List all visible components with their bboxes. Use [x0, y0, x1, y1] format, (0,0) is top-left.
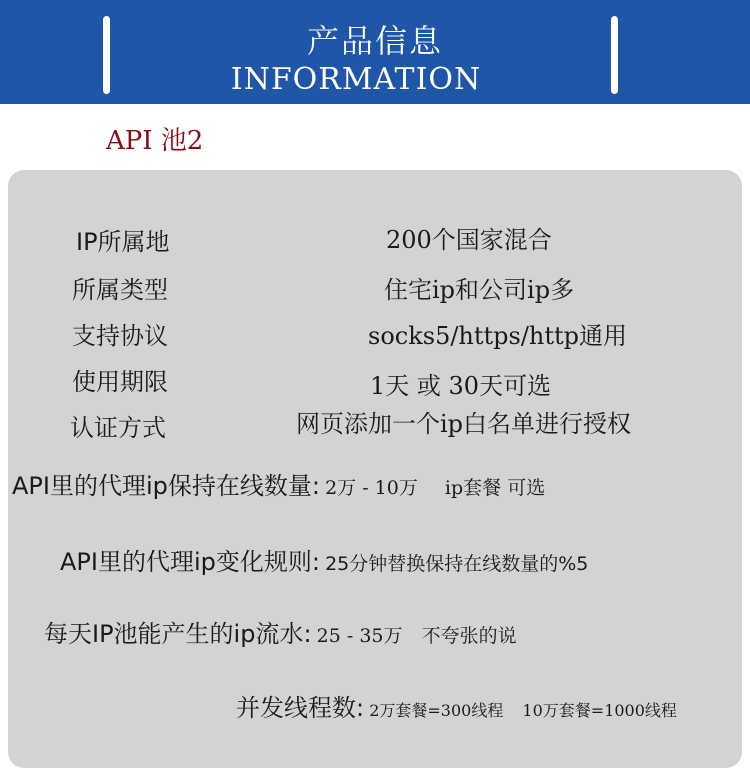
online-count-value: 2万 - 10万 — [325, 477, 418, 499]
header-title-cn: 产品信息 — [306, 22, 443, 60]
header-title-en: INFORMATION — [230, 62, 482, 97]
online-count-line — [12, 466, 545, 501]
change-rule-line — [60, 542, 588, 577]
online-count-label: API里的代理ip保持在线数量: — [12, 472, 320, 500]
info-label-type: 所属类型 — [72, 276, 168, 304]
info-value-protocol: socks5/https/http通用 — [368, 322, 628, 350]
threads-label: 并发线程数: — [236, 694, 365, 722]
threads-value-2: 10万套餐=1000线程 — [522, 701, 677, 720]
threads-line — [236, 688, 677, 723]
threads-value-1: 2万套餐=300线程 — [369, 701, 504, 720]
header-banner — [0, 0, 750, 104]
online-count-note: ip套餐 可选 — [444, 477, 546, 499]
daily-flow-note: 不夸张的说 — [421, 625, 517, 647]
daily-flow-line — [44, 614, 517, 649]
info-value-type: 住宅ip和公司ip多 — [384, 276, 575, 304]
info-label-duration: 使用期限 — [72, 368, 168, 396]
info-label-protocol: 支持协议 — [72, 322, 168, 350]
info-value-auth: 网页添加一个ip白名单进行授权 — [296, 410, 632, 438]
change-rule-label: API里的代理ip变化规则: — [60, 548, 320, 576]
daily-flow-value: 25 - 35万 — [316, 625, 403, 647]
info-value-location: 200个国家混合 — [386, 226, 552, 254]
daily-flow-label: 每天IP池能产生的ip流水: — [44, 620, 312, 648]
info-value-duration: 1天 或 30天可选 — [370, 372, 552, 400]
pool-subtitle: API 池2 — [106, 126, 204, 156]
change-rule-value: 25分钟替换保持在线数量的%5 — [325, 553, 589, 575]
info-label-auth: 认证方式 — [70, 414, 166, 442]
info-label-location: IP所属地 — [76, 228, 170, 256]
